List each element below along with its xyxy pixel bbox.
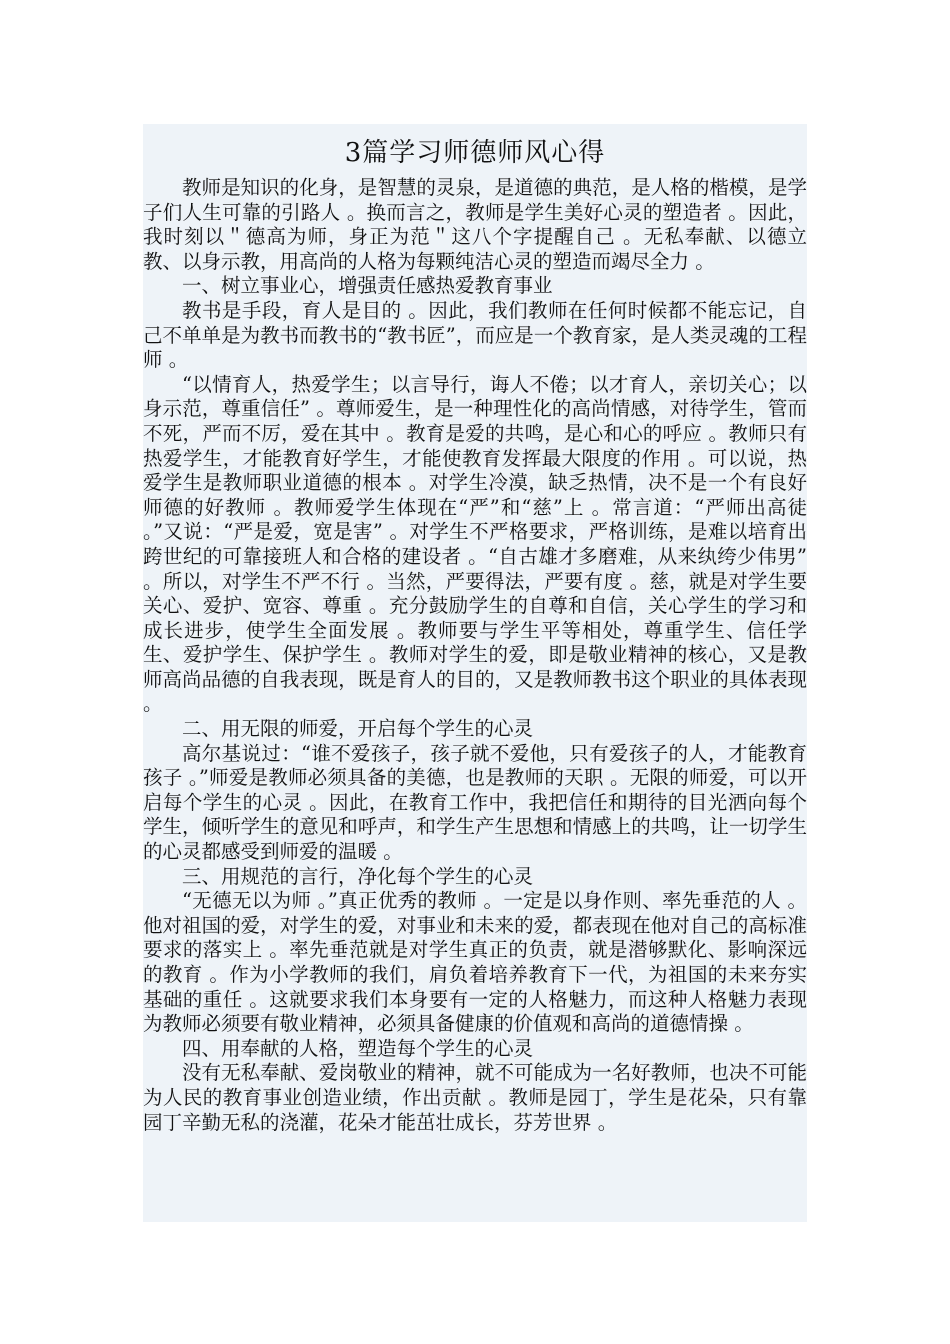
section-3-paragraph: “无德无以为师 。”真正优秀的教师 。一定是以身作则、率先垂范的人 。他对祖国的爱，对学生的爱，对事业和未来的爱，都表现在他对自己的高标准要求的落实上 。率先垂范就是对学生真正的负责，就是潜够默化、影响深远的教育 。作为小学教师的我们，肩负着培养教育下一代，为祖国的未来夯实基础的重任 。这就要求我们本身要有一定的人格魅力，而这种人格魅力表现为教师必须要有敬业精神，必须具备健康的价值观和高尚的道德情操 。 — [143, 889, 807, 1036]
section-1-paragraph-1: 教书是手段，育人是目的 。因此，我们教师在任何时候都不能忘记，自己不单单是为教书而教书的“教书匠”，而应是一个教育家，是人类灵魂的工程师 。 — [143, 298, 807, 372]
document-title: 3篇学习师德师风心得 — [344, 138, 606, 168]
section-heading-3: 三、用规范的言行，净化每个学生的心灵 — [182, 864, 534, 888]
section-heading-4: 四、用奉献的人格，塑造每个学生的心灵 — [182, 1036, 534, 1060]
section-heading-2: 二、用无限的师爱，开启每个学生的心灵 — [182, 717, 534, 741]
section-2-paragraph: 高尔基说过：“谁不爱孩子，孩子就不爱他，只有爱孩子的人，才能教育孩子 。”师爱是教师必须具备的美德，也是教师的天职 。无限的师爱，可以开启每个学生的心灵 。因此，在教育工作中，我把信任和期待的目光洒向每个学生，倾听学生的意见和呼声，和学生产生思想和情感上的共鸣，让一切学生的心灵都感受到师爱的温暖 。 — [143, 741, 807, 864]
section-4-paragraph: 没有无私奉献、爱岗敬业的精神，就不可能成为一名好教师，也决不可能为人民的教育事业创造业绩，作出贡献 。教师是园丁，学生是花朵，只有靠园丁辛勤无私的浇灌，花朵才能茁壮成长，芬芳世界 。 — [143, 1061, 807, 1134]
intro-paragraph: 教师是知识的化身，是智慧的灵泉，是道德的典范，是人格的楷模，是学子们人生可靠的引路人 。换而言之，教师是学生美好心灵的塑造者 。因此，我时刻以＂德高为师，身正为范＂这八个字提醒自己 。无私奉献、以德立教、以身示教，用高尚的人格为每颗纯洁心灵的塑造而竭尽全力 。 — [143, 176, 807, 273]
section-heading-1: 一、树立事业心，增强责任感热爱教育事业 — [182, 274, 553, 298]
section-1-paragraph-2: “以情育人，热爱学生；以言导行，诲人不倦；以才育人，亲切关心；以身示范，尊重信任” 。尊师爱生，是一种理性化的高尚情感，对待学生，管而不死，严而不厉，爱在其中 。教育是爱的共鸣，是心和心的呼应 。教师只有热爱学生，才能教育好学生，才能使教育发挥最大限度的作用 。可以说，热爱学生是教师职业道德的根本 。对学生冷漠，缺乏热情，决不是一个有良好师德的好教师 。教师爱学生体现在“严”和“慈”上 。常言道：“严师出高徒 。”又说：“严是爱，宽是害” 。对学生不严格要求，严格训练，是难以培育出跨世纪的可靠接班人和合格的建设者 。“自古雄才多磨难，从来纨绔少伟男” 。所以，对学生不严不行 。当然，严要得法，严要有度 。慈，就是对学生要关心、爱护、宽容、尊重 。充分鼓励学生的自尊和自信，关心学生的学习和成长进步，使学生全面发展 。教师要与学生平等相处，尊重学生、信任学生、爱护学生、保护学生 。教师对学生的爱，即是敬业精神的核心，又是教师高尚品德的自我表现，既是育人的目的，又是教师教书这个职业的具体表现 。 — [143, 372, 807, 716]
document-body — [143, 124, 807, 1222]
